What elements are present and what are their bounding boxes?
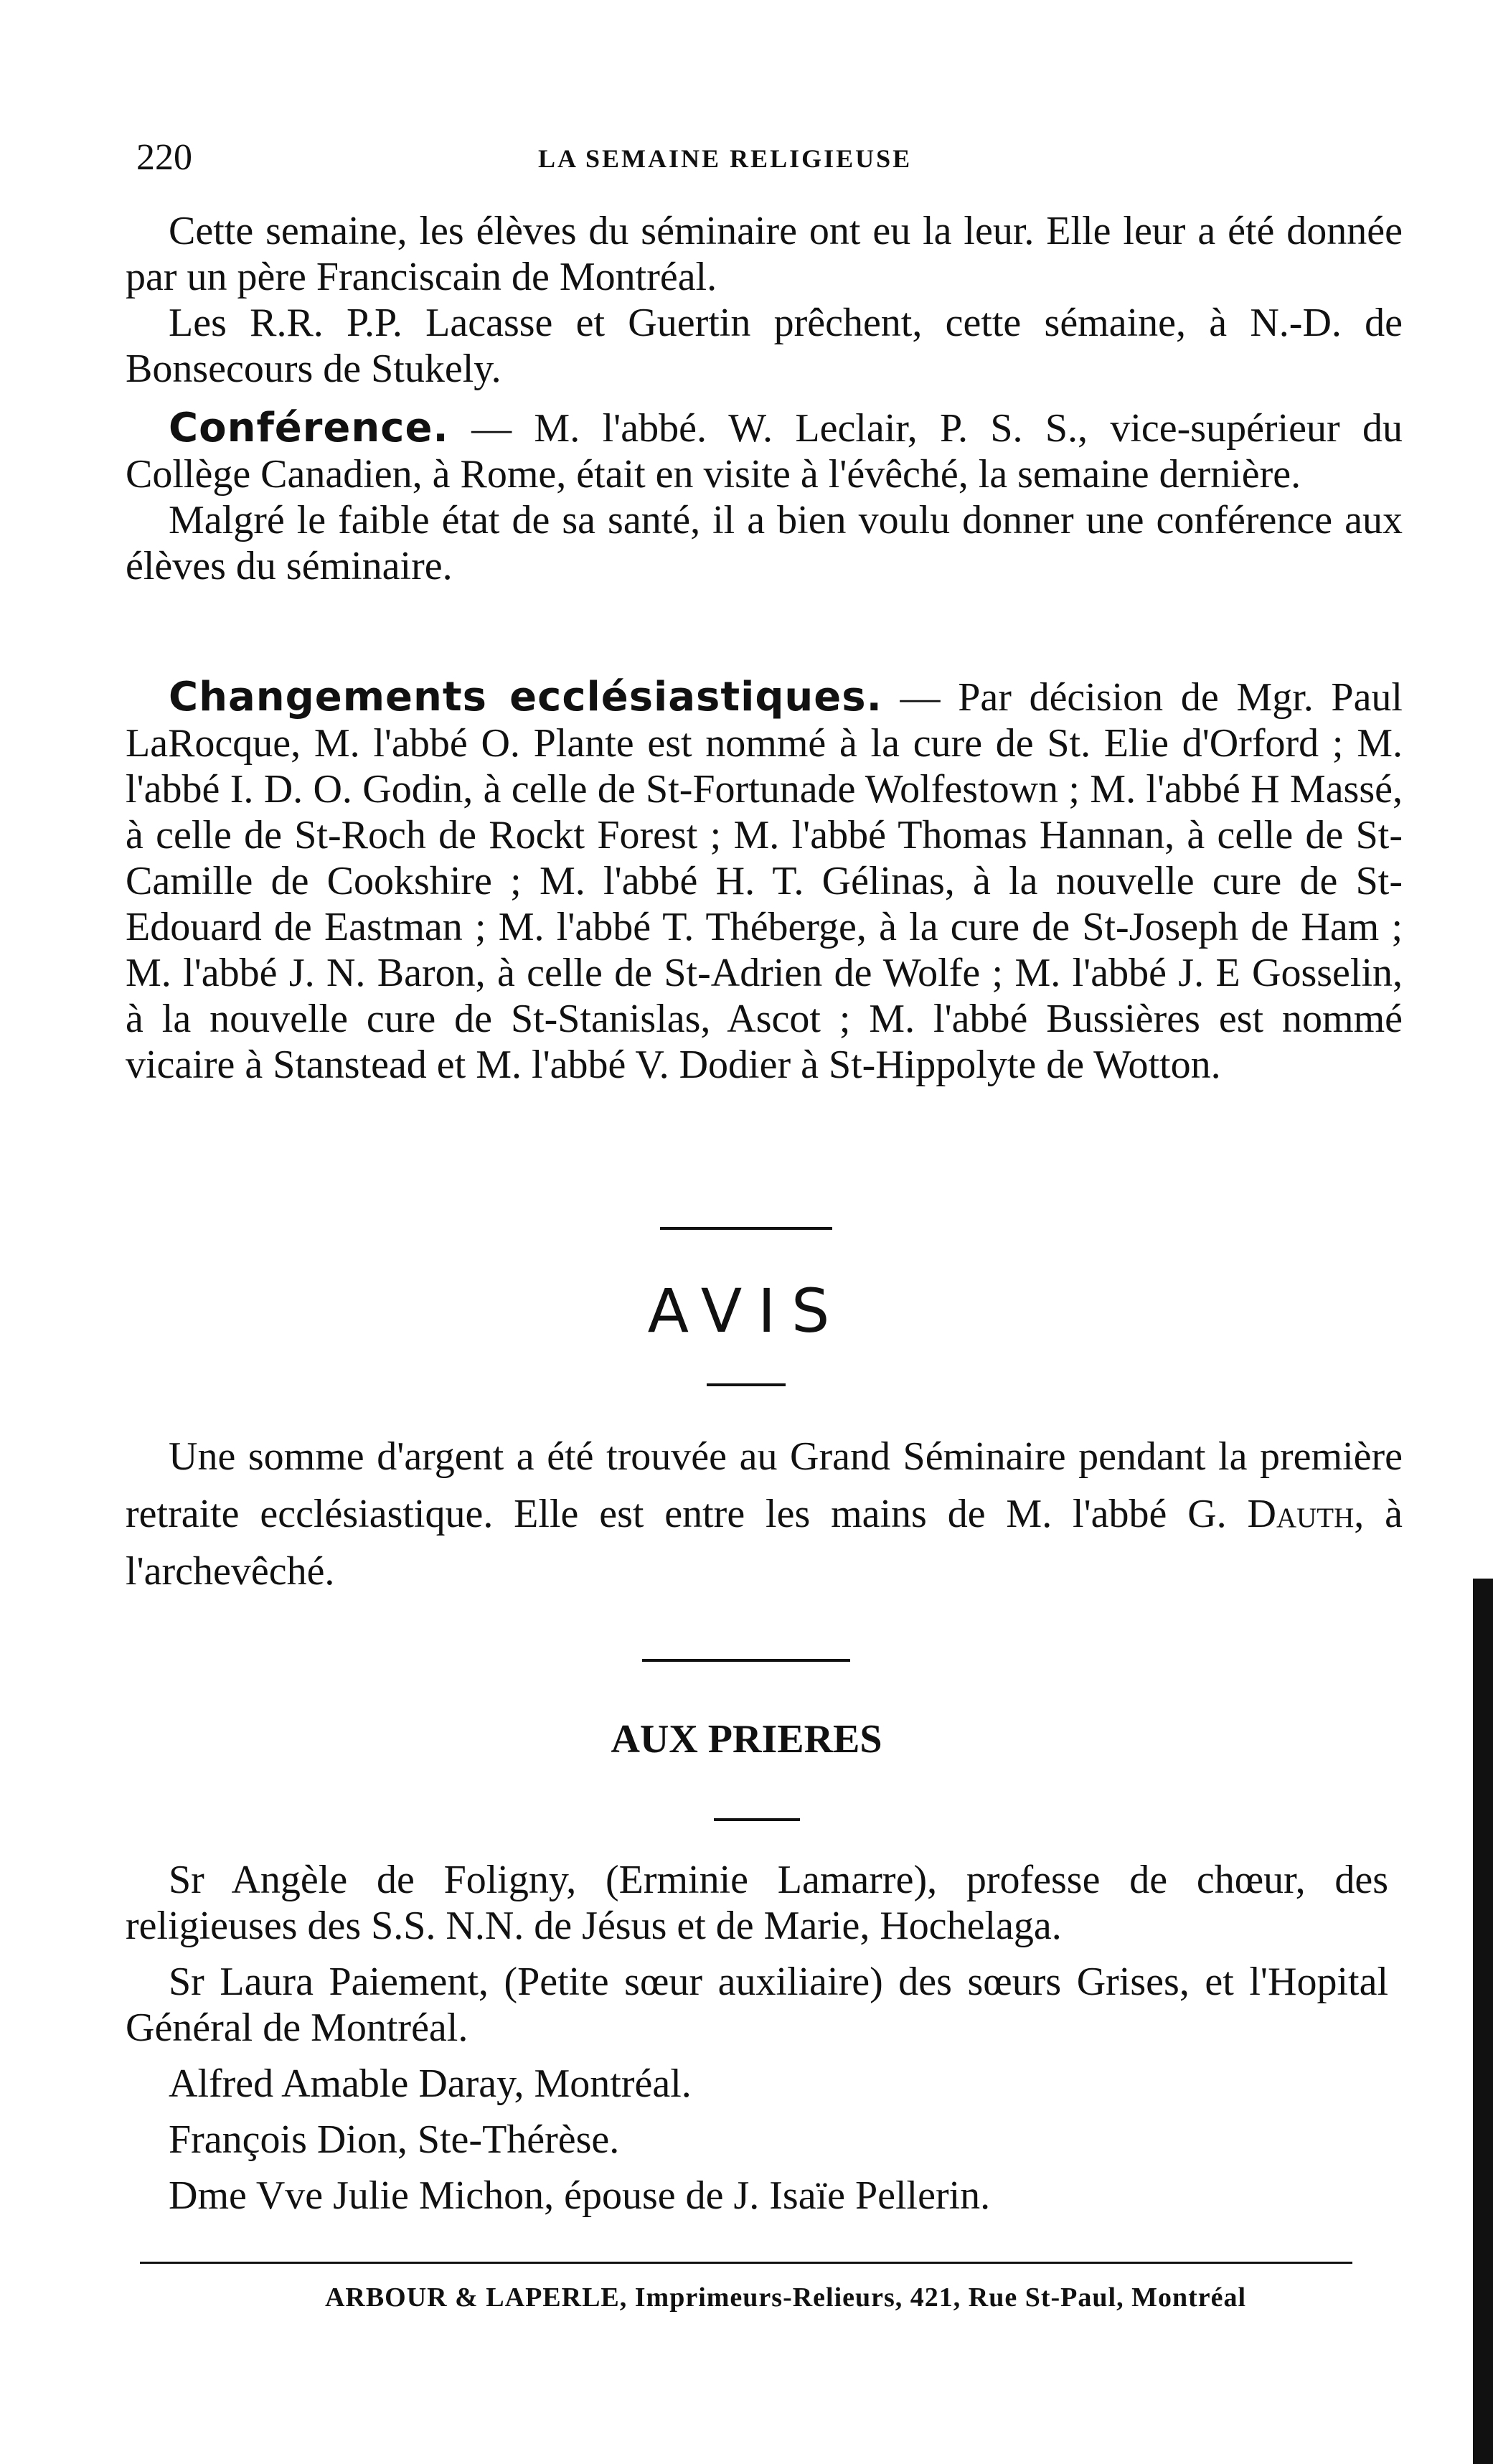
avis-title: AVIS xyxy=(647,1276,846,1346)
running-header xyxy=(108,136,1399,187)
avis-text-end: , à l'archevêché. xyxy=(126,1492,1403,1594)
avis-text: Une somme d'argent a été trouvée au Grand Séminaire pendant la première retraite ecclésiastique. Elle est entre les mains de M. l'abbé G. xyxy=(126,1434,1403,1536)
printer-imprint: ARBOUR & LAPERLE, Imprimeurs-Relieurs, 421, Rue St-Paul, Montréal xyxy=(324,2282,1247,2313)
footer-rule xyxy=(140,2262,1352,2264)
prayer-entry: Dme Vve Julie Michon, épouse de J. Isaïe Pellerin. xyxy=(169,2173,991,2218)
aux-prieres-title: AUX PRIERES xyxy=(611,1717,882,1762)
page-number: 220 xyxy=(136,137,192,178)
prayer-entry: Sr Laura Paiement, (Petite sœur auxiliaire) des sœurs Grises, et l'Hopital Général de Montréal. xyxy=(126,1960,1388,2050)
conference-text: — M. l'abbé. W. Leclair, P. S. S., vice-supérieur du Collège Canadien, à Rome, était en visite à l'évêché, la semaine dernière. xyxy=(126,406,1403,497)
intro-paragraph-2: Les R.R. P.P. Lacasse et Guertin prêchent, cette sémaine, à N.-D. de Bonsecours de Stukely. xyxy=(126,301,1403,391)
intro-paragraph-1: Cette semaine, les élèves du séminaire ont eu la leur. Elle leur a été donnée par un père Franciscain de Montréal. xyxy=(126,209,1403,299)
running-title: LA SEMAINE RELIGIEUSE xyxy=(538,144,913,173)
aux-prieres-section xyxy=(126,1857,1388,2219)
divider-rule xyxy=(642,1659,850,1662)
conference-section xyxy=(126,405,1403,589)
avis-name: Dauth xyxy=(1247,1492,1355,1536)
changements-heading: Changements ecclésiastiques. xyxy=(169,674,882,720)
changements-section xyxy=(126,674,1403,1088)
binding-edge xyxy=(1473,1579,1493,2464)
changements-text: — Par décision de Mgr. Paul LaRocque, M. l'abbé O. Plante est nommé à la cure de St. Elie d'Orford ; M. l'abbé I. D. O. Godin, à celle de St-Fortunade Wolfestown ; M. l'abbé H Massé, à celle de St-Roch de Rockt Forest ; M. l'abbé Thomas Hannan, à celle de St-Camille de Cookshire ; M. l'abbé H. T. Gélinas, à la nouvelle cure de St-Edouard de Eastman ; M. l'abbé T. Théberge, à la cure de St-Joseph de Ham ; M. l'abbé J. N. Baron, à celle de St-Adrien de Wolfe ; M. l'abbé J. E Gosselin, à la nouvelle cure de St-Stanislas, Ascot ; M. l'abbé Bussières est nommé vicaire à Stanstead et M. l'abbé V. Dodier à St-Hippolyte de Wotton. xyxy=(126,675,1403,1087)
prayer-entry: François Dion, Ste-Thérèse. xyxy=(169,2117,620,2162)
prayer-entry: Sr Angèle de Foligny, (Erminie Lamarre), professe de chœur, des religieuses des S.S. N.N. de Jésus et de Marie, Hochelaga. xyxy=(126,1858,1388,1948)
conference-heading: Conférence. xyxy=(169,405,449,451)
divider-rule-short xyxy=(707,1383,786,1386)
avis-section xyxy=(126,1428,1403,1600)
divider-rule xyxy=(660,1227,832,1230)
divider-rule-short xyxy=(714,1818,800,1821)
conference-paragraph-2: Malgré le faible état de sa santé, il a bien voulu donner une conférence aux élèves du séminaire. xyxy=(126,498,1403,588)
prayer-entry: Alfred Amable Daray, Montréal. xyxy=(169,2061,692,2106)
intro-section xyxy=(126,208,1403,392)
